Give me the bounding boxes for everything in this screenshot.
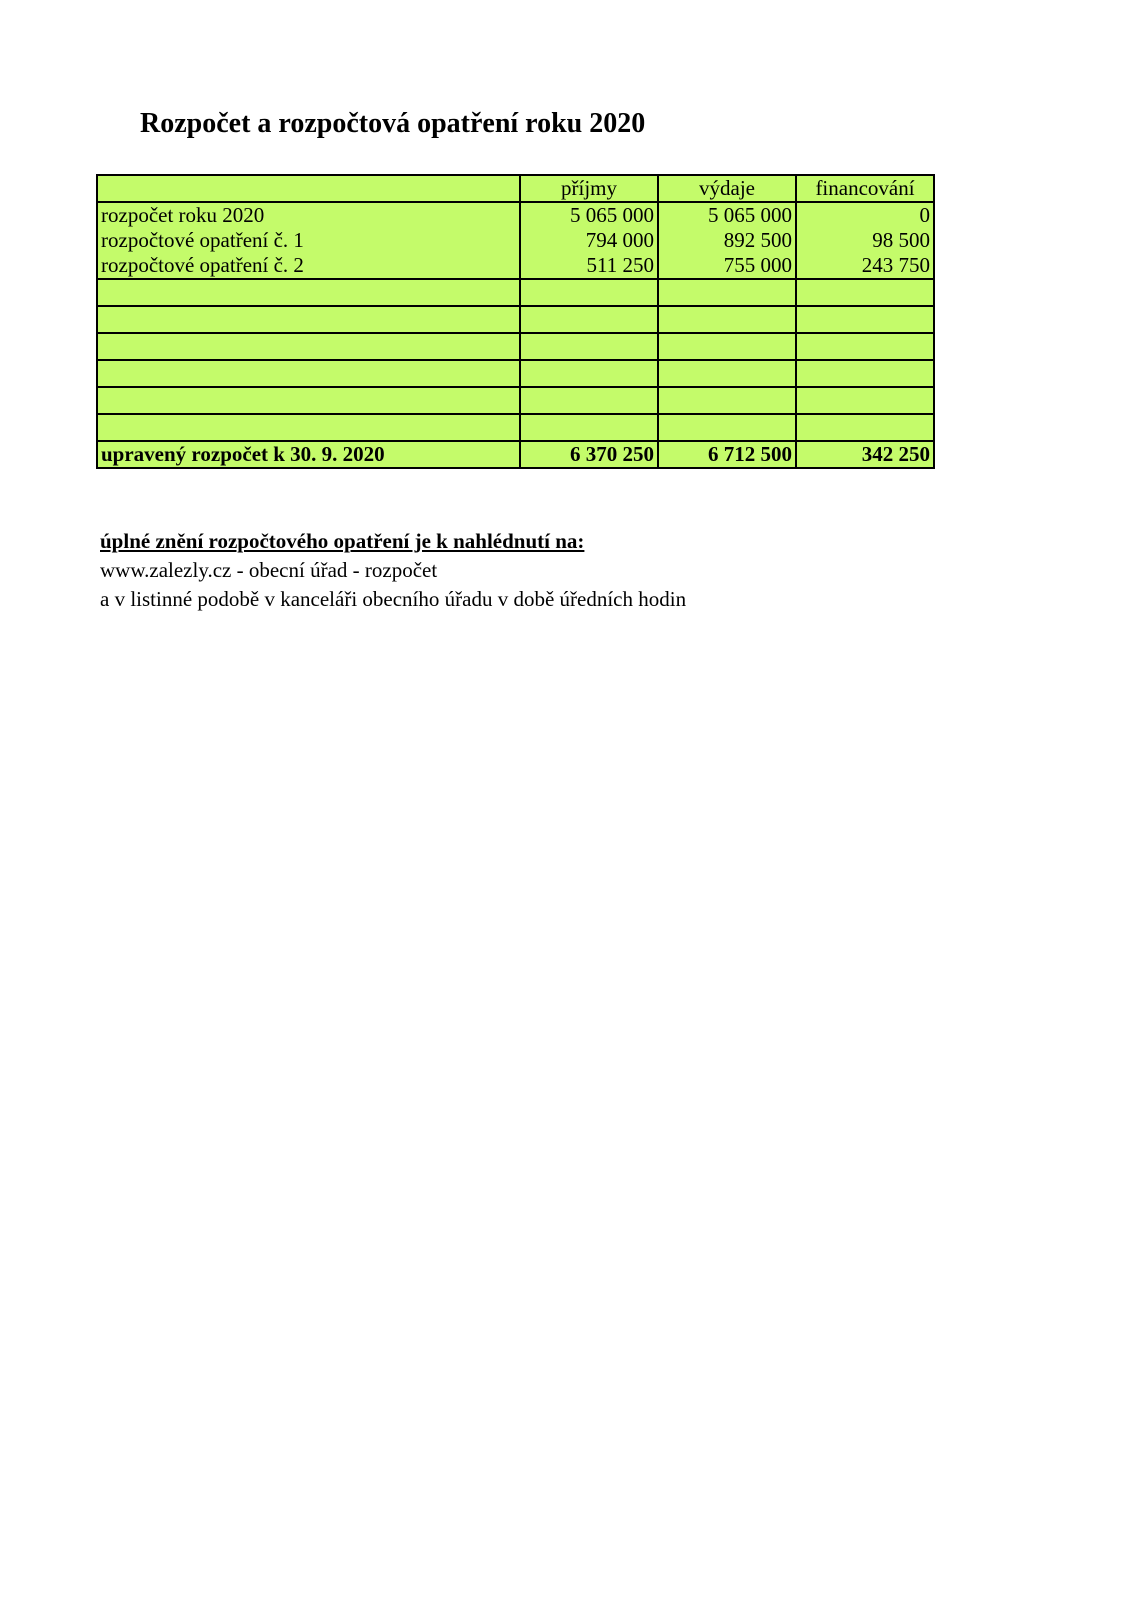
- empty-row: [97, 279, 934, 306]
- row-financovani: 243 750: [796, 253, 934, 279]
- empty-cell: [796, 279, 934, 306]
- empty-cell: [796, 360, 934, 387]
- row-label: rozpočtové opatření č. 1: [97, 228, 520, 253]
- row-label: rozpočtové opatření č. 2: [97, 253, 520, 279]
- empty-cell: [796, 387, 934, 414]
- row-vydaje: 5 065 000: [658, 202, 796, 228]
- header-cell-prijmy: příjmy: [520, 175, 658, 202]
- empty-row: [97, 360, 934, 387]
- empty-cell: [520, 333, 658, 360]
- total-row: [97, 441, 934, 468]
- empty-cell: [796, 414, 934, 441]
- empty-cell: [97, 414, 520, 441]
- row-prijmy: 5 065 000: [520, 202, 658, 228]
- empty-cell: [97, 306, 520, 333]
- note-heading: úplné znění rozpočtového opatření je k nahlédnutí na:: [100, 529, 585, 553]
- header-cell-vydaje: výdaje: [658, 175, 796, 202]
- empty-cell: [658, 333, 796, 360]
- empty-cell: [97, 333, 520, 360]
- total-financovani: 342 250: [796, 441, 934, 468]
- empty-row: [97, 387, 934, 414]
- empty-cell: [97, 387, 520, 414]
- empty-cell: [520, 414, 658, 441]
- empty-row: [97, 306, 934, 333]
- page-title: Rozpočet a rozpočtová opatření roku 2020: [140, 108, 646, 139]
- empty-cell: [658, 414, 796, 441]
- empty-cell: [658, 306, 796, 333]
- total-label: upravený rozpočet k 30. 9. 2020: [97, 441, 520, 468]
- empty-cell: [520, 279, 658, 306]
- table-row: [97, 202, 934, 228]
- empty-cell: [520, 360, 658, 387]
- row-financovani: 0: [796, 202, 934, 228]
- empty-cell: [658, 387, 796, 414]
- empty-cell: [520, 306, 658, 333]
- empty-cell: [796, 333, 934, 360]
- row-label: rozpočet roku 2020: [97, 202, 520, 228]
- total-vydaje: 6 712 500: [658, 441, 796, 468]
- table-row: [97, 228, 934, 253]
- empty-cell: [97, 279, 520, 306]
- note-block: [100, 527, 686, 614]
- header-cell-label: [97, 175, 520, 202]
- row-vydaje: 755 000: [658, 253, 796, 279]
- total-prijmy: 6 370 250: [520, 441, 658, 468]
- empty-cell: [520, 387, 658, 414]
- empty-cell: [658, 279, 796, 306]
- note-office-line: a v listinné podobě v kanceláři obecního úřadu v době úředních hodin: [100, 587, 687, 611]
- row-vydaje: 892 500: [658, 228, 796, 253]
- row-prijmy: 794 000: [520, 228, 658, 253]
- empty-cell: [658, 360, 796, 387]
- empty-row: [97, 414, 934, 441]
- empty-cell: [97, 360, 520, 387]
- table-header-row: [97, 175, 934, 202]
- row-financovani: 98 500: [796, 228, 934, 253]
- budget-table: [96, 174, 935, 469]
- empty-row: [97, 333, 934, 360]
- note-website-line: www.zalezly.cz - obecní úřad - rozpočet: [100, 558, 438, 582]
- row-prijmy: 511 250: [520, 253, 658, 279]
- table-row: [97, 253, 934, 279]
- header-cell-financovani: financování: [796, 175, 934, 202]
- empty-cell: [796, 306, 934, 333]
